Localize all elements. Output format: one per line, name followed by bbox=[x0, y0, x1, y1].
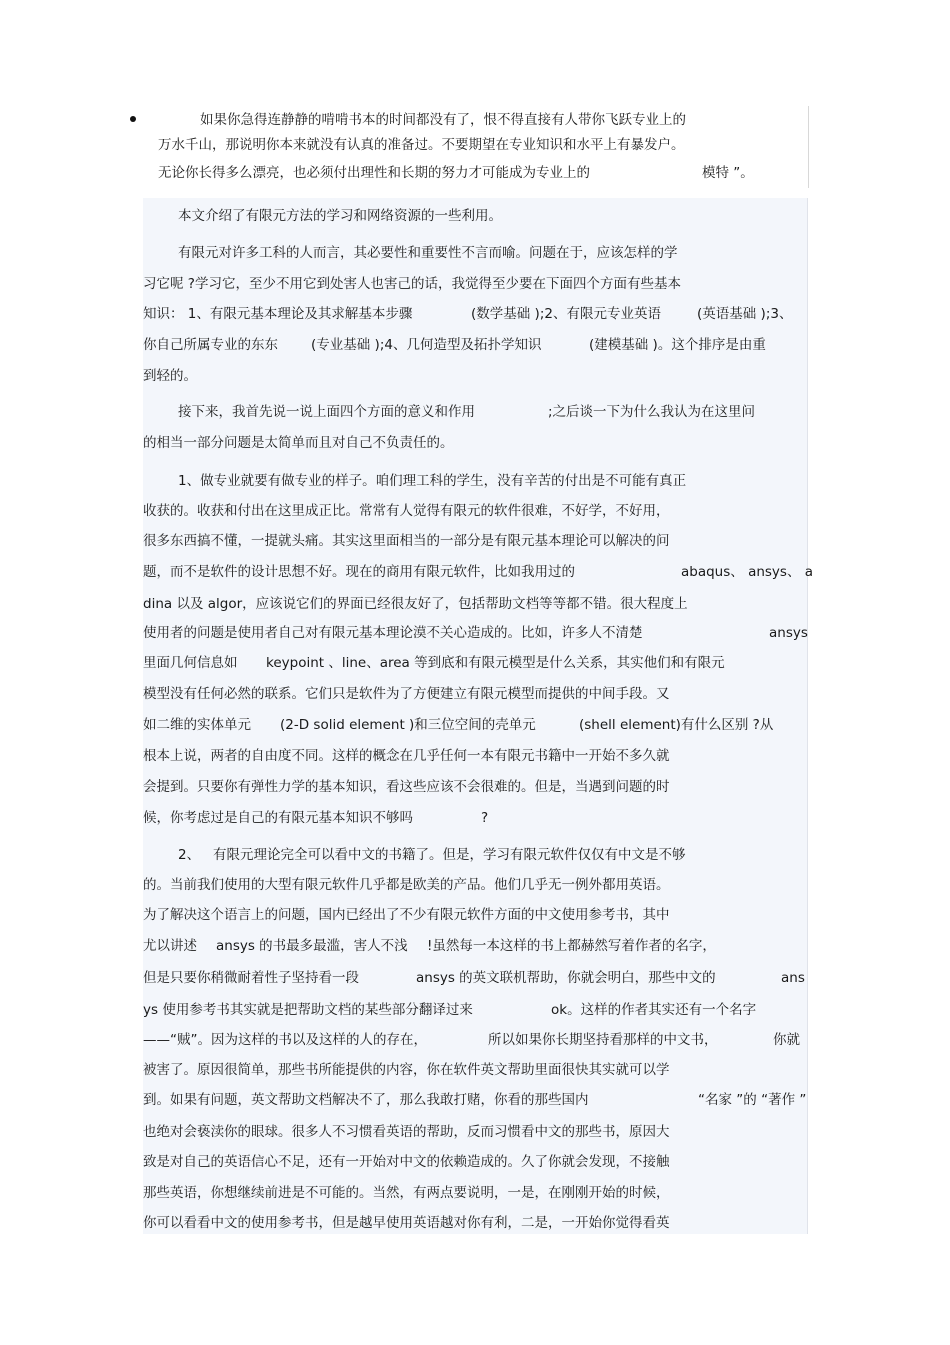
p5-line-5c: ans bbox=[781, 970, 805, 986]
p4-line-9a: 如二维的实体单元 bbox=[143, 717, 251, 733]
p5-line-6a: ys 使用参考书其实就是把帮助文档的某些部分翻译过来 bbox=[143, 1002, 473, 1018]
p4-line-4a: 题，而不是软件的设计思想不好。现在的商用有限元软件，比如我用过的 bbox=[143, 564, 575, 580]
p5-line-1b: 有限元理论完全可以看中文的书籍了。但是，学习有限元软件仅仅有中文是不够 bbox=[213, 847, 686, 863]
p4-line-12b: ? bbox=[481, 810, 489, 826]
p2-line-4c: (建模基础 )。这个排序是由重 bbox=[589, 337, 766, 353]
p2-line-1: 有限元对许多工科的人而言，其必要性和重要性不言而喻。问题在于，应该怎样的学 bbox=[178, 245, 678, 261]
p4-line-10: 根本上说，两者的自由度不同。这样的概念在几乎任何一本有限元书籍中一开始不多久就 bbox=[143, 748, 670, 764]
p5-line-5a: 但是只要你稍微耐着性子坚持看一段 bbox=[143, 970, 359, 986]
main-body-text bbox=[143, 198, 814, 1234]
p2-line-5: 到轻的。 bbox=[143, 368, 197, 384]
p2-line-4b: (专业基础 );4、几何造型及拓扑学知识 bbox=[311, 337, 542, 353]
bullet-dot-icon bbox=[130, 116, 136, 122]
p4-line-12a: 候，你考虑过是自己的有限元基本知识不够吗 bbox=[143, 810, 413, 826]
p4-line-4b: abaqus、 ansys、 a bbox=[681, 564, 814, 580]
bullet-line-3: 无论你长得多么漂亮，也必须付出理性和长期的努力才可能成为专业上的 bbox=[158, 165, 590, 181]
p5-line-7b: 所以如果你长期坚持看那样的中文书， bbox=[488, 1032, 718, 1048]
p2-line-3b: (数学基础 );2、有限元专业英语 bbox=[471, 306, 661, 322]
p4-line-6b: ansys bbox=[769, 625, 808, 641]
p3-line-1b: ;之后谈一下为什么我认为在这里问 bbox=[548, 404, 756, 420]
p2-line-3c: (英语基础 );3、 bbox=[697, 306, 793, 322]
p5-line-11: 致是对自己的英语信心不足，还有一开始对中文的依赖造成的。久了你就会发现，不接触 bbox=[143, 1154, 670, 1170]
paragraph-intro: 本文介绍了有限元方法的学习和网络资源的一些利用。 bbox=[178, 208, 502, 224]
p5-line-7c: 你就 bbox=[773, 1032, 800, 1048]
p5-line-4c: !虽然每一本这样的书上都赫然写着作者的名字， bbox=[427, 938, 716, 954]
p5-line-7a: ——“贼”。因为这样的书以及这样的人的存在， bbox=[143, 1032, 427, 1048]
p4-line-11: 会提到。只要你有弹性力学的基本知识，看这些应该不会很难的。但是，当遇到问题的时 bbox=[143, 779, 670, 795]
p5-line-4a: 尤以讲述 bbox=[143, 938, 197, 954]
bullet-line-3-tail: 模特 ”。 bbox=[702, 165, 754, 181]
p2-line-3a: 知识： 1、有限元基本理论及其求解基本步骤 bbox=[143, 306, 413, 322]
p4-line-6a: 使用者的问题是使用者自己对有限元基本理论漠不关心造成的。比如，许多人不清楚 bbox=[143, 625, 643, 641]
p5-line-13: 你可以看看中文的使用参考书，但是越早使用英语越对你有利，二是，一开始你觉得看英 bbox=[143, 1215, 670, 1231]
p4-line-7a: 里面几何信息如 bbox=[143, 655, 238, 671]
bullet-line-1: 如果你急得连静静的啃啃书本的时间都没有了，恨不得直接有人带你飞跃专业上的 bbox=[200, 112, 686, 128]
p5-line-5b: ansys 的英文联机帮助，你就会明白，那些中文的 bbox=[416, 970, 716, 986]
p4-line-9b: (2-D solid element )和三位空间的壳单元 bbox=[280, 717, 536, 733]
p4-line-2: 收获的。收获和付出在这里成正比。常常有人觉得有限元的软件很难，不好学，不好用， bbox=[143, 503, 670, 519]
p2-line-2: 习它呢 ?学习它，至少不用它到处害人也害己的话，我觉得至少要在下面四个方面有些基本 bbox=[143, 276, 681, 292]
p4-line-9c: (shell element)有什么区别 ?从 bbox=[579, 717, 774, 733]
p5-line-3: 为了解决这个语言上的问题，国内已经出了不少有限元软件方面的中文使用参考书，其中 bbox=[143, 907, 670, 923]
p4-line-7b: keypoint 、line、area 等到底和有限元模型是什么关系，其实他们和有限元 bbox=[266, 655, 725, 671]
p5-line-2: 的。当前我们使用的大型有限元软件几乎都是欧美的产品。他们几乎无一例外都用英语。 bbox=[143, 877, 670, 893]
p5-line-6b: ok。这样的作者其实还有一个名字 bbox=[551, 1002, 757, 1018]
p4-line-3: 很多东西搞不懂，一提就头痛。其实这里面相当的一部分是有限元基本理论可以解决的问 bbox=[143, 533, 670, 549]
p5-line-9a: 到。如果有问题，英文帮助文档解决不了，那么我敢打赌，你看的那些国内 bbox=[143, 1092, 589, 1108]
p3-line-1a: 接下来，我首先说一说上面四个方面的意义和作用 bbox=[178, 404, 475, 420]
p5-line-9b: “名家 ”的 “著作 ” bbox=[698, 1092, 807, 1108]
bullet-line-2: 万水千山，那说明你本来就没有认真的准备过。不要期望在专业知识和水平上有暴发户。 bbox=[158, 137, 685, 153]
p5-line-12: 那些英语，你想继续前进是不可能的。当然，有两点要说明，一是，在刚刚开始的时候， bbox=[143, 1185, 670, 1201]
p5-line-1a: 2、 bbox=[178, 847, 201, 863]
p3-line-2: 的相当一部分问题是太简单而且对自己不负责任的。 bbox=[143, 435, 454, 451]
p4-line-8: 模型没有任何必然的联系。它们只是软件为了方便建立有限元模型而提供的中间手段。又 bbox=[143, 686, 670, 702]
p4-line-5: dina 以及 algor，应该说它们的界面已经很友好了，包括帮助文档等等都不错。很大程度上 bbox=[143, 596, 688, 612]
p5-line-4b: ansys 的书最多最滥，害人不浅 bbox=[216, 938, 408, 954]
p5-line-8: 被害了。原因很简单，那些书所能提供的内容，你在软件英文帮助里面很快其实就可以学 bbox=[143, 1062, 670, 1078]
p2-line-4a: 你自己所属专业的东东 bbox=[143, 337, 278, 353]
bullet-paragraph bbox=[130, 106, 809, 188]
p5-line-10: 也绝对会亵渎你的眼球。很多人不习惯看英语的帮助，反而习惯看中文的那些书，原因大 bbox=[143, 1124, 670, 1140]
p4-line-1: 1、做专业就要有做专业的样子。咱们理工科的学生，没有辛苦的付出是不可能有真正 bbox=[178, 473, 687, 489]
